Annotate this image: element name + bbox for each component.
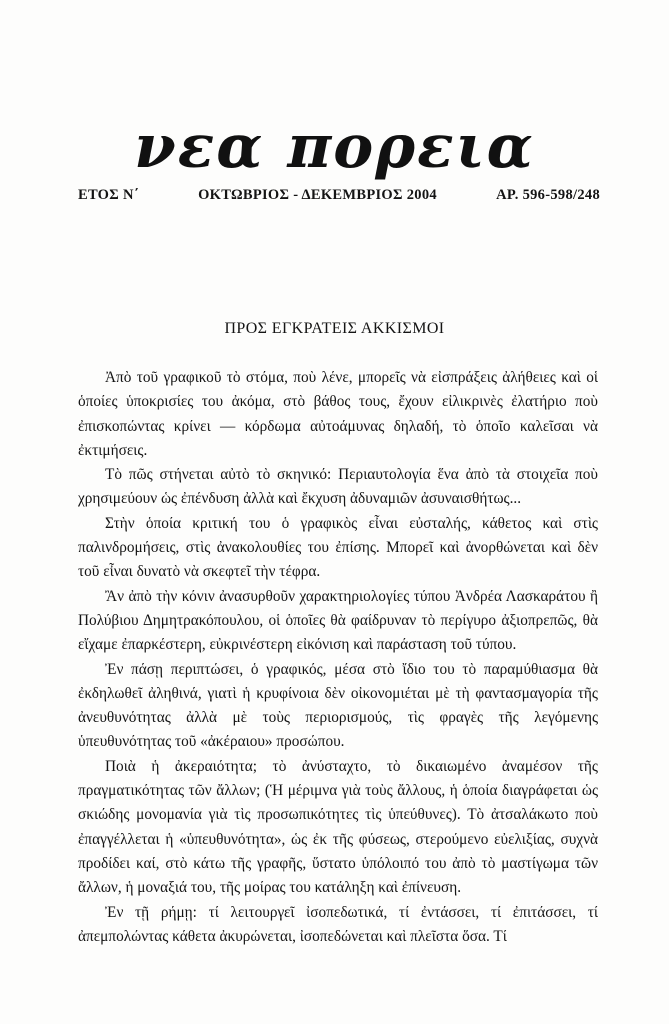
issue-year: ΕΤΟΣ Ν΄	[78, 187, 139, 203]
article-title: ΠΡΟΣ ΕΓΚΡΑΤΕΙΣ ΑΚΚΙΣΜΟΙ	[224, 320, 445, 337]
issue-number: ΑΡ. 596-598/248	[496, 187, 600, 203]
paragraph: Ποιὰ ἡ ἀκεραιότητα; τὸ ἀνύσταχτο, τὸ δικαιωμένο ἀναμέσον τῆς πραγματικότητας τῶν ἄλλων; (Ἡ μέριμνα γιὰ τοὺς ἄλλους, ἡ ὁποία διαγράφεται ὡς σκιώδης μονομανία γιὰ τὶς προσωπικότητες τὶς ὑπεύθυνες). Τὸ ἀτσαλάκωτο ποὺ ἐπαγγέλλεται ἡ «ὑπευθυνότητα», ὡς ἐκ τῆς φύσεως, στερούμενο εὐελιξίας, συχνὰ προδίδει καί, στὸ κάτω τῆς γραφῆς, ὕστατο ὑπόλοιπό του ἀπὸ τὸ μαστίγωμα τῶν ἄλλων, ἡ μοναξιά του, τῆς μοίρας του κατάληξη καὶ ἐπίνευση.	[78, 757, 598, 897]
paragraph: Ἀπὸ τοῦ γραφικοῦ τὸ στόμα, ποὺ λένε, μπορεῖς νὰ εἰσπράξεις ἀλήθειες καὶ οἱ ὁποίες ὑποκρισίες του ἀκόμα, στὸ βάθος τους, ἔχουν εἰλικρινὲς ἐλατήριο ποὺ ἐπισκοπώντας κρίνει — κόρδωμα αὐτοάμυνας δηλαδή, τὸ ὁποῖο καλεῖσαι νὰ ἐκτιμήσεις.	[78, 369, 598, 459]
issue-period: ΟΚΤΩΒΡΙΟΣ - ΔΕΚΕΜΒΡΙΟΣ 2004	[198, 187, 437, 203]
issue-info	[78, 187, 600, 204]
article-body	[78, 366, 598, 949]
paragraph: Ἐν πάσῃ περιπτώσει, ὁ γραφικός, μέσα στὸ ἴδιο του τὸ παραμύθιασμα θὰ ἐκδηλωθεῖ ἀληθινά, γιατὶ ἡ κρυφίνοια δὲν οἰκονομιέται μὲ τὴ φαντασμαγορία τῆς ἀνευθυνότητας ἀλλὰ μὲ τοὺς περιορισμούς, τὶς φραγὲς τῆς λεγόμενης ὑπευθυνότητας τοῦ «ἀκέραιου» προσώπου.	[78, 660, 598, 751]
paragraph: Τὸ πῶς στήνεται αὐτὸ τὸ σκηνικό: Περιαυτολογία ἕνα ἀπὸ τὰ στοιχεῖα ποὺ χρησιμεύουν ὡς ἐπένδυση ἀλλὰ καὶ ἔκχυση ἀδυναμιῶν ἀσυναισθήτως...	[78, 466, 598, 508]
paragraph: Ἂν ἀπὸ τὴν κόνιν ἀνασυρθοῦν χαρακτηριολογίες τύπου Ἀνδρέα Λασκαράτου ἢ Πολύβιου Δημητρακόπουλου, οἱ ὁποῖες θὰ φαίδρυναν τὸ περίγυρο ἀξιοπρεπῶς, θὰ εἴχαμε ἐπαρκέστερη, εὐκρινέστερη εἰκόνιση καὶ παράσταση τοῦ τύπου.	[78, 587, 598, 654]
paragraph: Στὴν ὁποία κριτική του ὁ γραφικὸς εἶναι εὐσταλής, κάθετος καὶ στὶς παλινδρομήσεις, στὶς ἀνακολουθίες του ἐπίσης. Μπορεῖ καὶ ἀνορθώνεται καὶ δὲν τοῦ εἶναι δυνατὸ νὰ σκεφτεῖ τὴν τέφρα.	[78, 514, 598, 581]
paragraph: Ἐν τῇ ρήμῃ: τί λειτουργεῖ ἰσοπεδωτικά, τί ἐντάσσει, τί ἐπιτάσσει, τί ἀπεμπολώντας κάθετα ἀκυρώνεται, ἰσοπεδώνεται καὶ πλεῖστα ὅσα. Τί	[78, 903, 598, 945]
journal-masthead: νεα πορεια	[134, 112, 535, 182]
